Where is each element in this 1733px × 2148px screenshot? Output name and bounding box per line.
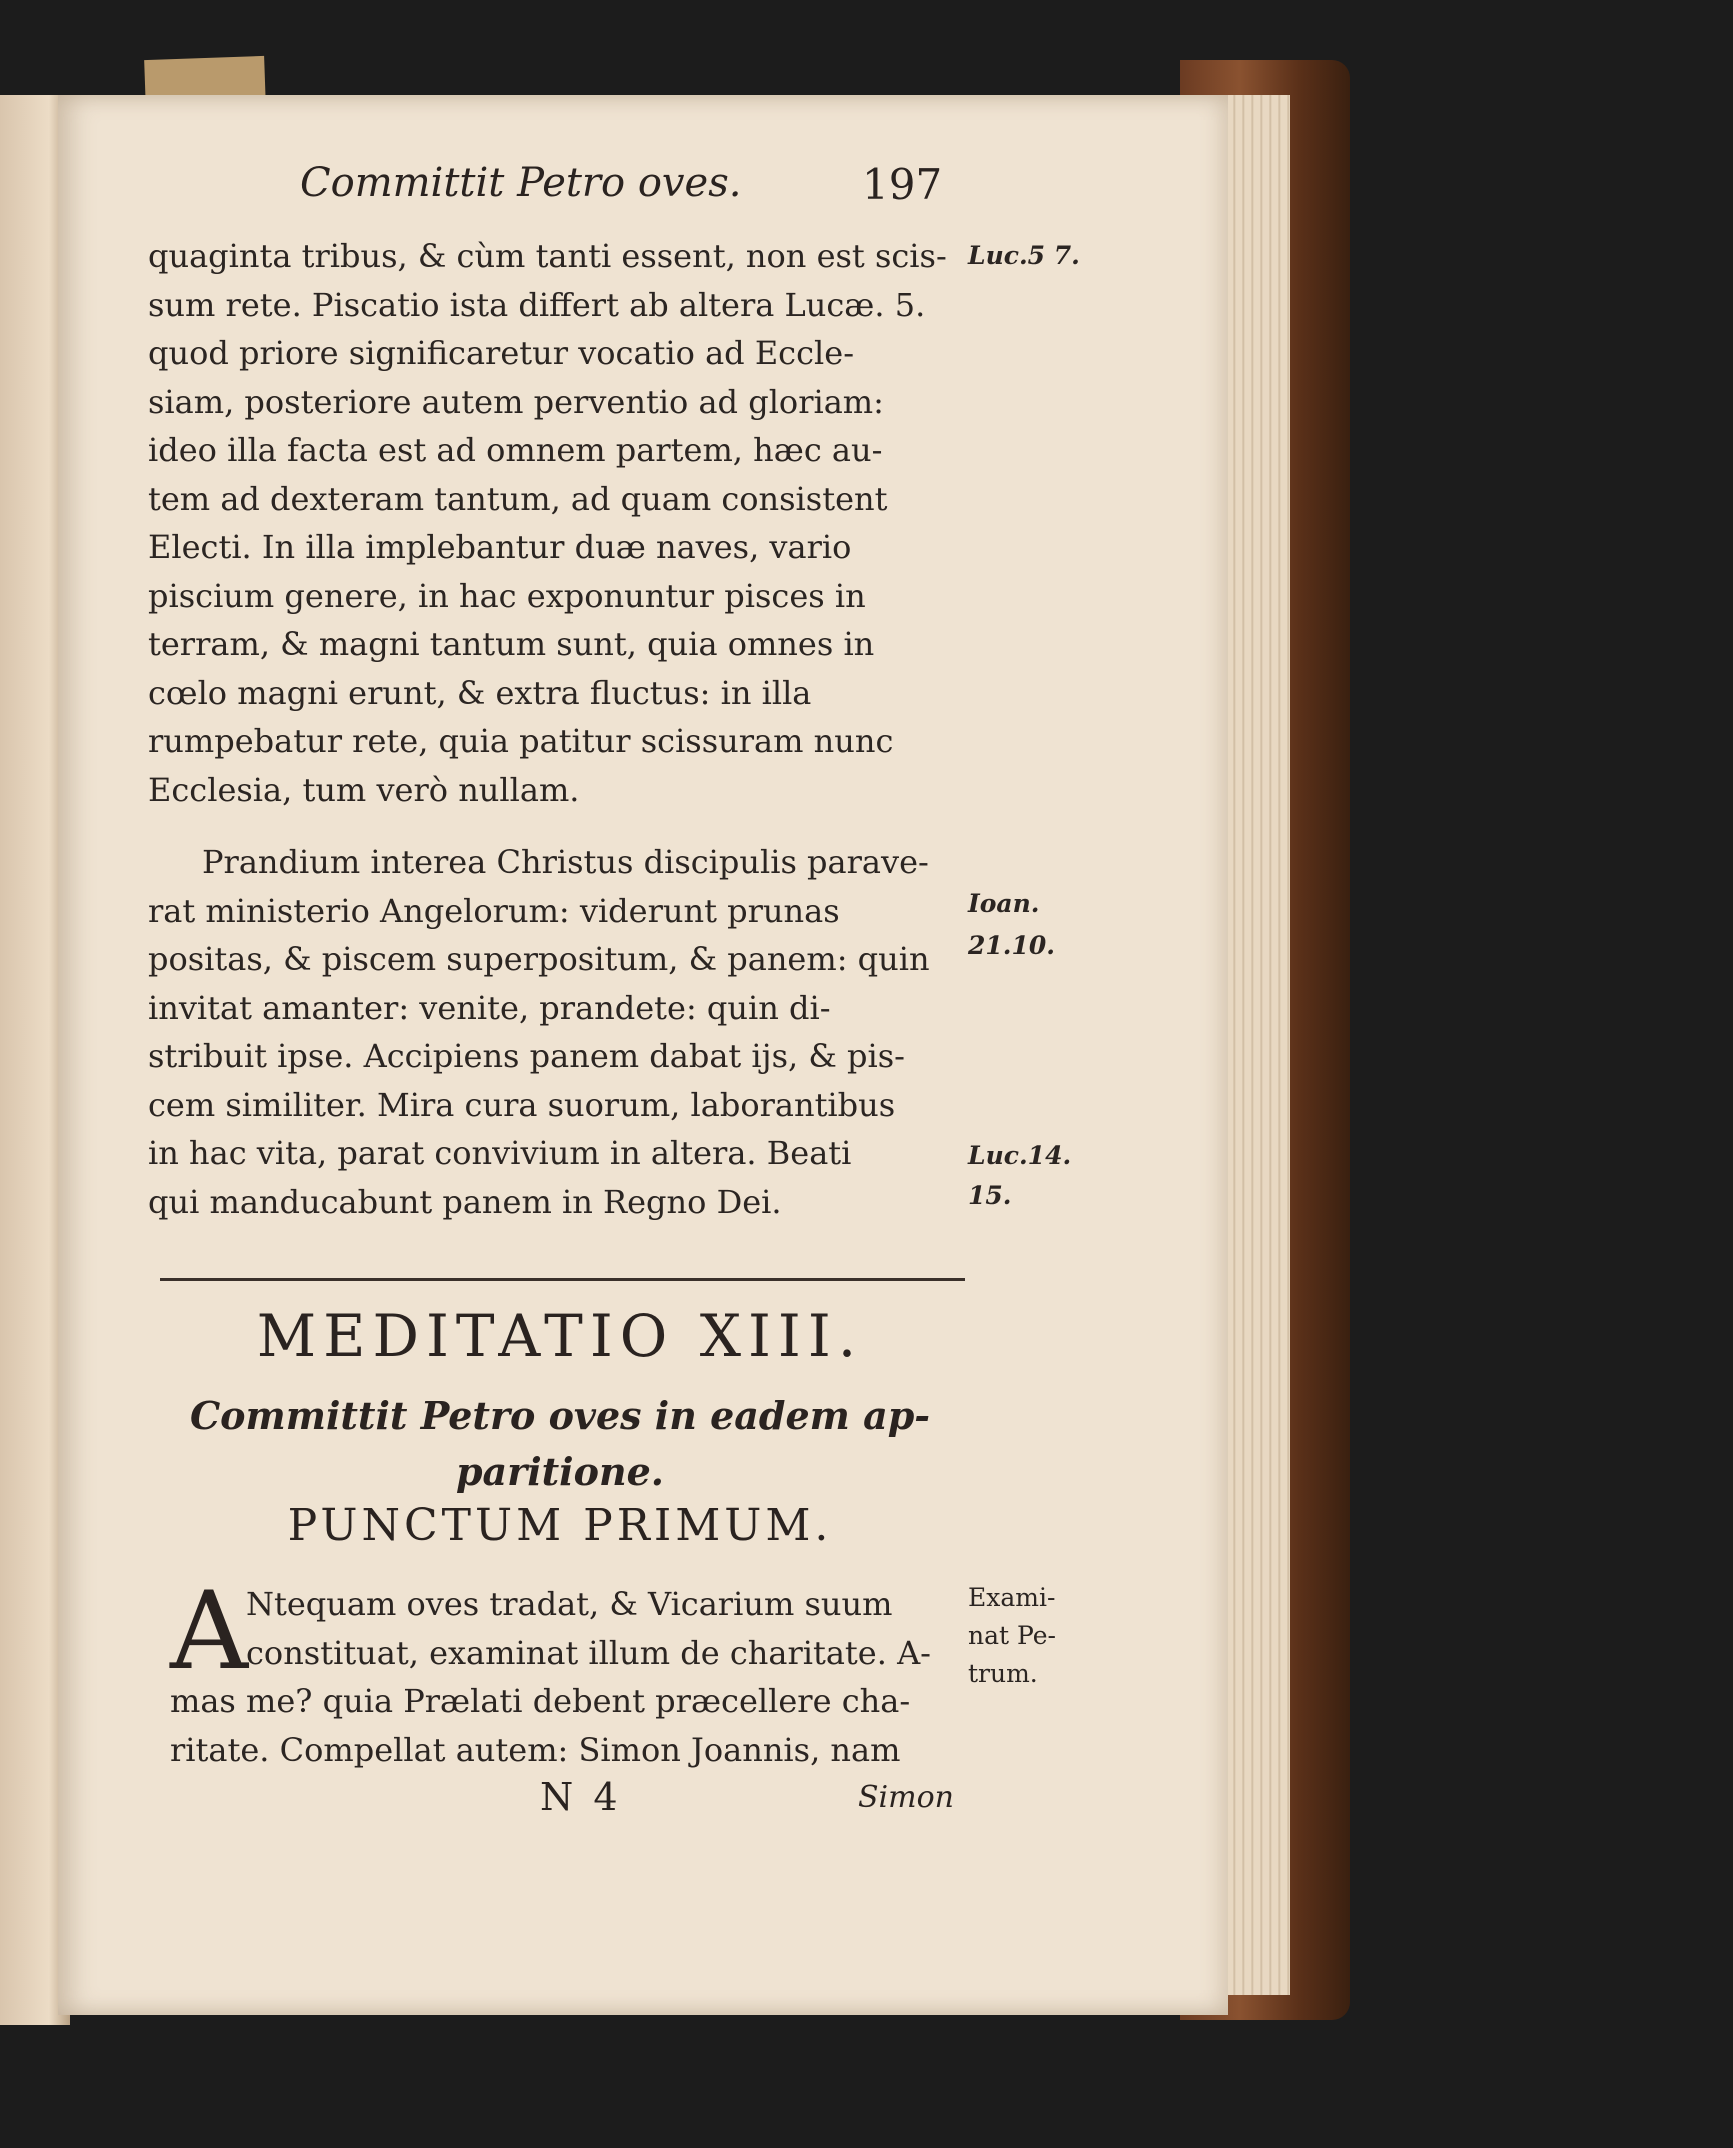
punctum-heading: PUNCTUM PRIMUM. [287, 1500, 833, 1551]
meditatio-subtitle [160, 1388, 960, 1500]
subtitle-line: Committit Petro oves in eadem ap- [189, 1393, 931, 1438]
text-line: ritate. Compellat autem: Simon Joannis, nam [170, 1730, 901, 1769]
catchword: Simon [858, 1780, 954, 1815]
text-line: piscium genere, in hac exponuntur pisces in [148, 576, 866, 615]
margin-note-luc14: Luc.14. [968, 1141, 1072, 1170]
paragraph-3-full [170, 1677, 960, 1774]
text-line: positas, & piscem superpositum, & panem: quin [148, 940, 930, 978]
text-line: in hac vita, parat convivium in altera. Beati [148, 1134, 852, 1172]
text-line: terram, & magni tantum sunt, quia omnes in [148, 625, 875, 663]
text-line: cœlo magni erunt, & extra fluctus: in illa [148, 673, 812, 712]
text-line: Prandium interea Christus discipulis parave- [202, 843, 929, 881]
paragraph-3-indented [246, 1580, 960, 1677]
paragraph-1 [148, 232, 960, 814]
text-line: quaginta tribus, & cùm tanti essent, non est scis- [148, 237, 947, 275]
text-line: sum rete. Piscatio ista differt ab altera Lucæ. 5. [148, 285, 926, 324]
text-line: rat ministerio Angelorum: viderunt prunas [148, 891, 840, 930]
running-title: Committit Petro oves. [300, 160, 742, 206]
text-line: mas me? quia Prælati debent præcellere cha- [170, 1682, 911, 1720]
text-line: Ntequam oves tradat, & Vicarium suum [246, 1585, 893, 1623]
text-line: invitat amanter: venite, prandete: quin di- [148, 988, 831, 1027]
page-number: 197 [862, 160, 943, 209]
meditatio-title: MEDITATIO XIII. [256, 1302, 864, 1370]
text-line: qui manducabunt panem in Regno Dei. [148, 1182, 782, 1221]
text-line: tem ad dexteram tantum, ad quam consistent [148, 479, 888, 518]
margin-note-ioan: Ioan. [968, 889, 1040, 918]
margin-note-exami-1: Exami- [968, 1583, 1056, 1612]
margin-note-luc14-ref: 15. [968, 1181, 1012, 1210]
margin-note-exami-3: trum. [968, 1659, 1038, 1688]
margin-note-ioan-ref: 21.10. [968, 931, 1055, 960]
signature-mark: N 4 [540, 1775, 622, 1819]
text-line: constituat, examinat illum de charitate. A- [246, 1633, 931, 1672]
text-line: cem similiter. Mira cura suorum, laborantibus [148, 1085, 896, 1124]
text-line: Electi. In illa implebantur duæ naves, vario [148, 528, 852, 566]
subtitle-line: paritione. [455, 1449, 665, 1494]
paragraph-2 [148, 838, 960, 1226]
text-line: siam, posteriore autem perventio ad gloriam: [148, 382, 884, 421]
text-line: quod priore significaretur vocatio ad Eccle- [148, 334, 854, 372]
drop-cap: A [170, 1569, 248, 1694]
margin-note-exami-2: nat Pe- [968, 1621, 1056, 1650]
section-rule [160, 1278, 965, 1281]
text-line: Ecclesia, tum verò nullam. [148, 770, 580, 809]
text-line: ideo illa facta est ad omnem partem, hæc au- [148, 431, 883, 469]
text-line: stribuit ipse. Accipiens panem dabat ijs, & pis- [148, 1037, 905, 1075]
text-line: rumpebatur rete, quia patitur scissuram nunc [148, 722, 894, 760]
margin-note-luc57: Luc.5 7. [968, 241, 1080, 270]
